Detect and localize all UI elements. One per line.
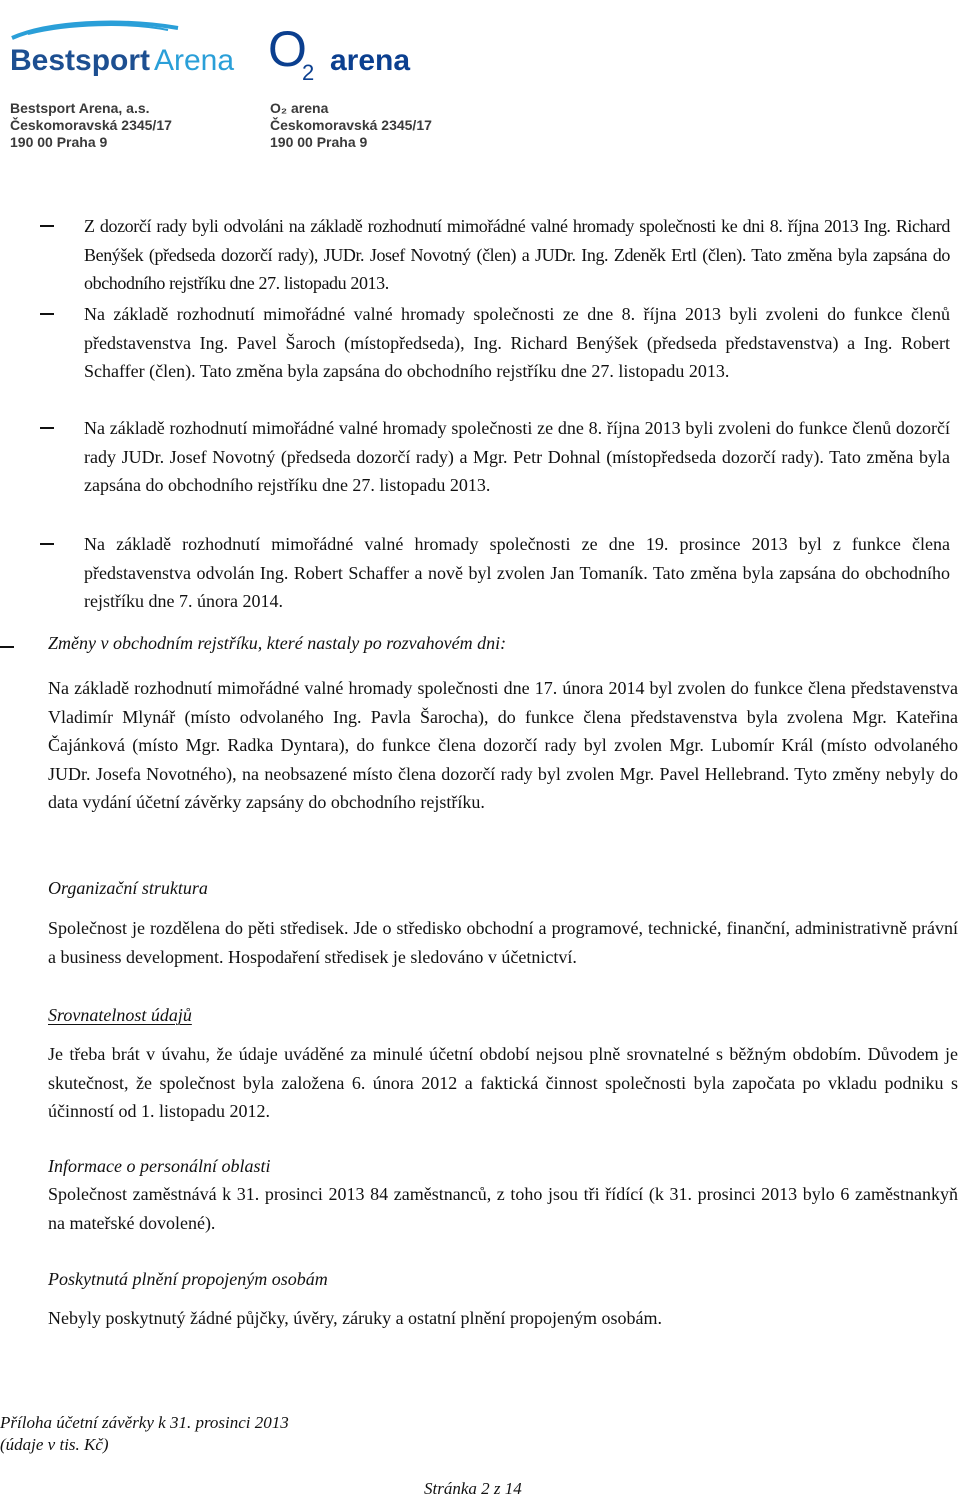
dash-icon — [0, 646, 14, 648]
bullet-item — [40, 414, 960, 500]
org-heading: Organizační struktura — [48, 878, 208, 898]
o2-address — [270, 100, 432, 151]
svg-text:Bestsport: Bestsport — [10, 44, 151, 77]
address-line: 190 00 Praha 9 — [10, 134, 108, 150]
svg-text:Arena: Arena — [154, 44, 235, 77]
letterhead — [0, 0, 960, 160]
svg-text:O: O — [268, 21, 307, 77]
compare-heading: Srovnatelnost údajů — [48, 1005, 192, 1025]
o2-arena-logo — [268, 18, 468, 88]
related-heading: Poskytnutá plnění propojeným osobám — [48, 1269, 328, 1289]
address-line: Českomoravská 2345/17 — [270, 117, 432, 133]
svg-text:2: 2 — [302, 60, 315, 85]
address-line: O₂ arena — [270, 100, 329, 116]
dash-icon — [40, 543, 54, 545]
bullet-text: Na základě rozhodnutí mimořádné valné hromady společnosti ze dne 8. října 2013 byli zvoleni do funkce členů dozorčí rady JUDr. Josef Novotný (předseda dozorčí rady) a Mgr. Petr Dohnal (místopředseda dozorčí rady). Tato změna byla zapsána do obchodního rejstříku dne 27. listopadu 2013. — [84, 418, 950, 495]
page-prefix: Stránka — [424, 1479, 482, 1498]
footer-units: (údaje v tis. Kč) — [0, 1435, 109, 1454]
footer-title: Příloha účetní závěrky k 31. prosinci 2013 — [0, 1413, 289, 1432]
changes-heading: Změny v obchodním rejstříku, které nastaly po rozvahovém dni: — [48, 633, 507, 653]
bullet-text: Na základě rozhodnutí mimořádné valné hromady společnosti ze dne 8. října 2013 byli zvoleni do funkce členů představenstva Ing. Pavel Šaroch (místopředseda), Ing. Richard Benýšek (předseda představenstva) a Ing. Robert Schaffer (člen). Tato změna byla zapsána do obchodního rejstříku dne 27. listopadu 2013. — [84, 304, 950, 381]
svg-text:arena: arena — [330, 44, 411, 77]
page-number — [424, 1478, 522, 1500]
personnel-heading: Informace o personální oblasti — [48, 1156, 271, 1176]
page-mid: z — [489, 1479, 505, 1498]
compare-text: Je třeba brát v úvahu, že údaje uváděné za minulé účetní období nejsou plně srovnatelné s běžným obdobím. Důvodem je skutečnost, že společnost byla založena 6. února 2012 a faktická činnost společnosti byla započata po vkladu podniku s účinností od 1. listopadu 2012. — [48, 1044, 958, 1121]
address-line: 190 00 Praha 9 — [270, 134, 368, 150]
bullet-item — [40, 300, 960, 386]
page-total: 14 — [504, 1479, 522, 1498]
page-current: 2 — [481, 1479, 490, 1498]
address-line: Českomoravská 2345/17 — [10, 117, 172, 133]
bullet-item — [40, 530, 960, 616]
bullet-item — [40, 212, 960, 298]
personnel-text: Společnost zaměstnává k 31. prosinci 2013 84 zaměstnanců, z toho jsou tři řídící (k 31. prosinci 2013 bylo 6 zaměstnankyň na mateřské dovolené). — [48, 1184, 958, 1233]
org-text: Společnost je rozdělena do pěti středisek. Jde o středisko obchodní a programové, technické, finanční, administrativně právní a business development. Hospodaření středisek je sledováno v účetnictví. — [48, 918, 958, 967]
related-text: Nebyly poskytnutý žádné půjčky, úvěry, záruky a ostatní plnění propojeným osobám. — [48, 1308, 663, 1328]
bestsport-address — [10, 100, 172, 151]
bullet-text: Z dozorčí rady byli odvoláni na základě rozhodnutí mimořádné valné hromady společnosti ke dni 8. října 2013 Ing. Richard Benýšek (předseda dozorčí rady), JUDr. Josef Novotný (člen) a JUDr. Ing. Zdeněk Ertl (člen). Tato změna byla zapsána do obchodního rejstříku dne 27. listopadu 2013. — [84, 216, 950, 293]
bestsport-arena-logo — [8, 20, 238, 80]
changes-text: Na základě rozhodnutí mimořádné valné hromady společnosti dne 17. února 2014 byl zvolen do funkce člena představenstva Vladimír Mlynář (místo odvolaného Ing. Pavla Šarocha), do funkce člena představenstva byla zvolena Mgr. Kateřina Čajánková (místo Mgr. Radka Dyntara), do funkce člena dozorčí rady byl zvolen Mgr. Lubomír Král (místo odvolaného JUDr. Josefa Novotného), na neobsazené místo člena dozorčí rady byl zvolen Mgr. Pavel Hellebrand. Tyto změny nebyly do data vydání účetní závěrky zapsány do obchodního rejstříku. — [48, 678, 958, 812]
dash-icon — [40, 427, 54, 429]
dash-icon — [40, 225, 54, 227]
address-line: Bestsport Arena, a.s. — [10, 100, 150, 116]
dash-icon — [40, 313, 54, 315]
bullet-text: Na základě rozhodnutí mimořádné valné hromady společnosti ze dne 19. prosince 2013 byl z funkce člena představenstva odvolán Ing. Robert Schaffer a nově byl zvolen Jan Tomaník. Tato změna byla zapsána do obchodního rejstříku dne 7. února 2014. — [84, 534, 950, 611]
